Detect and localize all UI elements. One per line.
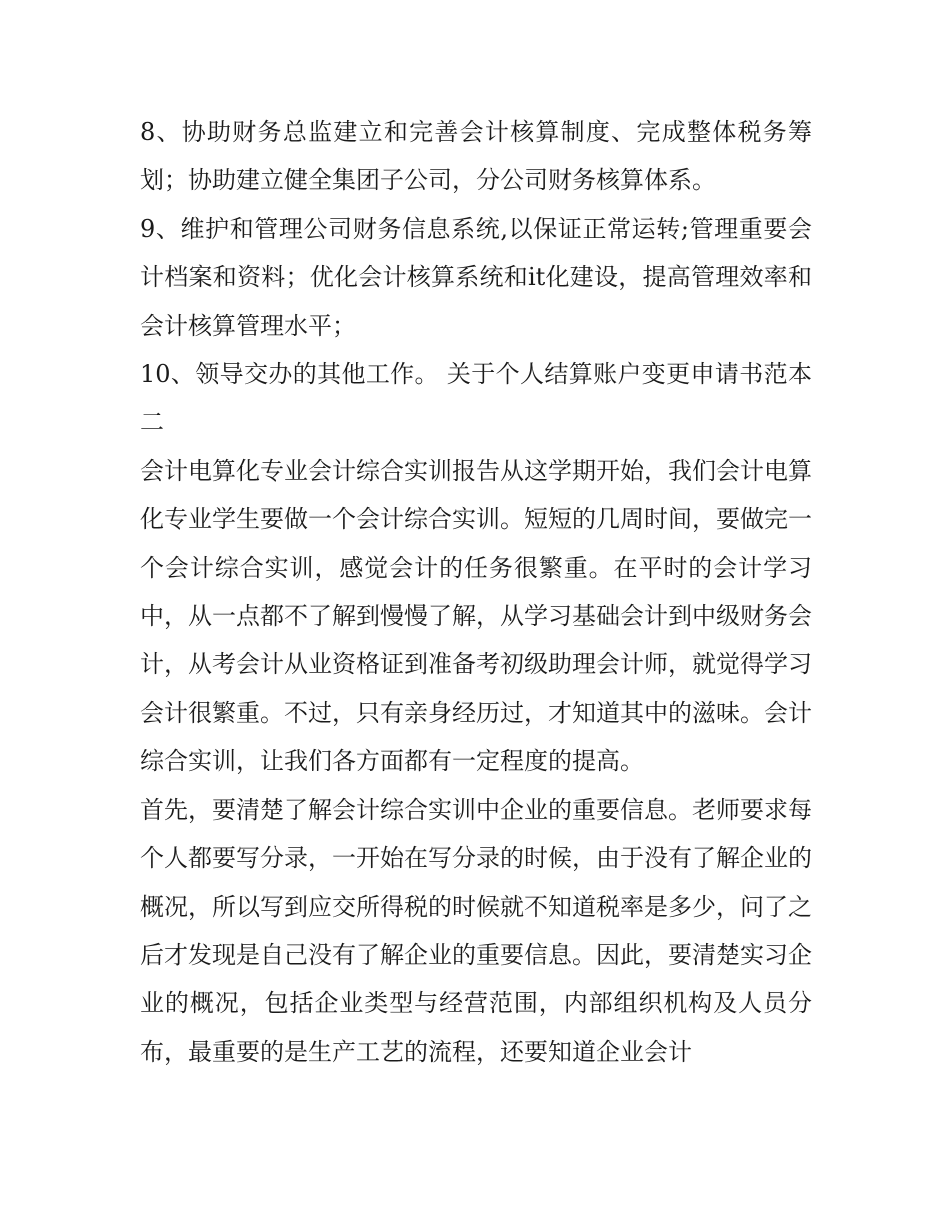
paragraph-item-10-and-heading: 10、领导交办的其他工作。 关于个人结算账户变更申请书范本二 [140,360,812,437]
paragraph-first-point: 首先，要清楚了解会计综合实训中企业的重要信息。老师要求每个人都要写分录，一开始在写分录的时候，由于没有了解企业的概况，所以写到应交所得税的时候就不知道税率是多少，问了之后才发现是自己没有了解企业的重要信息。因此，要清楚实习企业的概况，包括企业类型与经营范围，内部组织机构及人员分布，最重要的是生产工艺的流程，还要知道企业会计 [140,795,812,1066]
document-body [140,108,812,1076]
paragraph-report-intro: 会计电算化专业会计综合实训报告从这学期开始，我们会计电算化专业学生要做一个会计综合实训。短短的几周时间，要做完一个会计综合实训，感觉会计的任务很繁重。在平时的会计学习中，从一点都不了解到慢慢了解，从学习基础会计到中级财务会计，从考会计从业资格证到准备考初级助理会计师，就觉得学习会计很繁重。不过，只有亲身经历过，才知道其中的滋味。会计综合实训，让我们各方面都有一定程度的提高。 [140,456,812,776]
paragraph-item-8: 8、协助财务总监建立和完善会计核算制度、完成整体税务筹划；协助建立健全集团子公司，分公司财务核算体系。 [140,118,812,195]
paragraph-item-9: 9、维护和管理公司财务信息系统,以保证正常运转;管理重要会计档案和资料；优化会计核算系统和it化建设，提高管理效率和会计核算管理水平； [140,214,812,340]
